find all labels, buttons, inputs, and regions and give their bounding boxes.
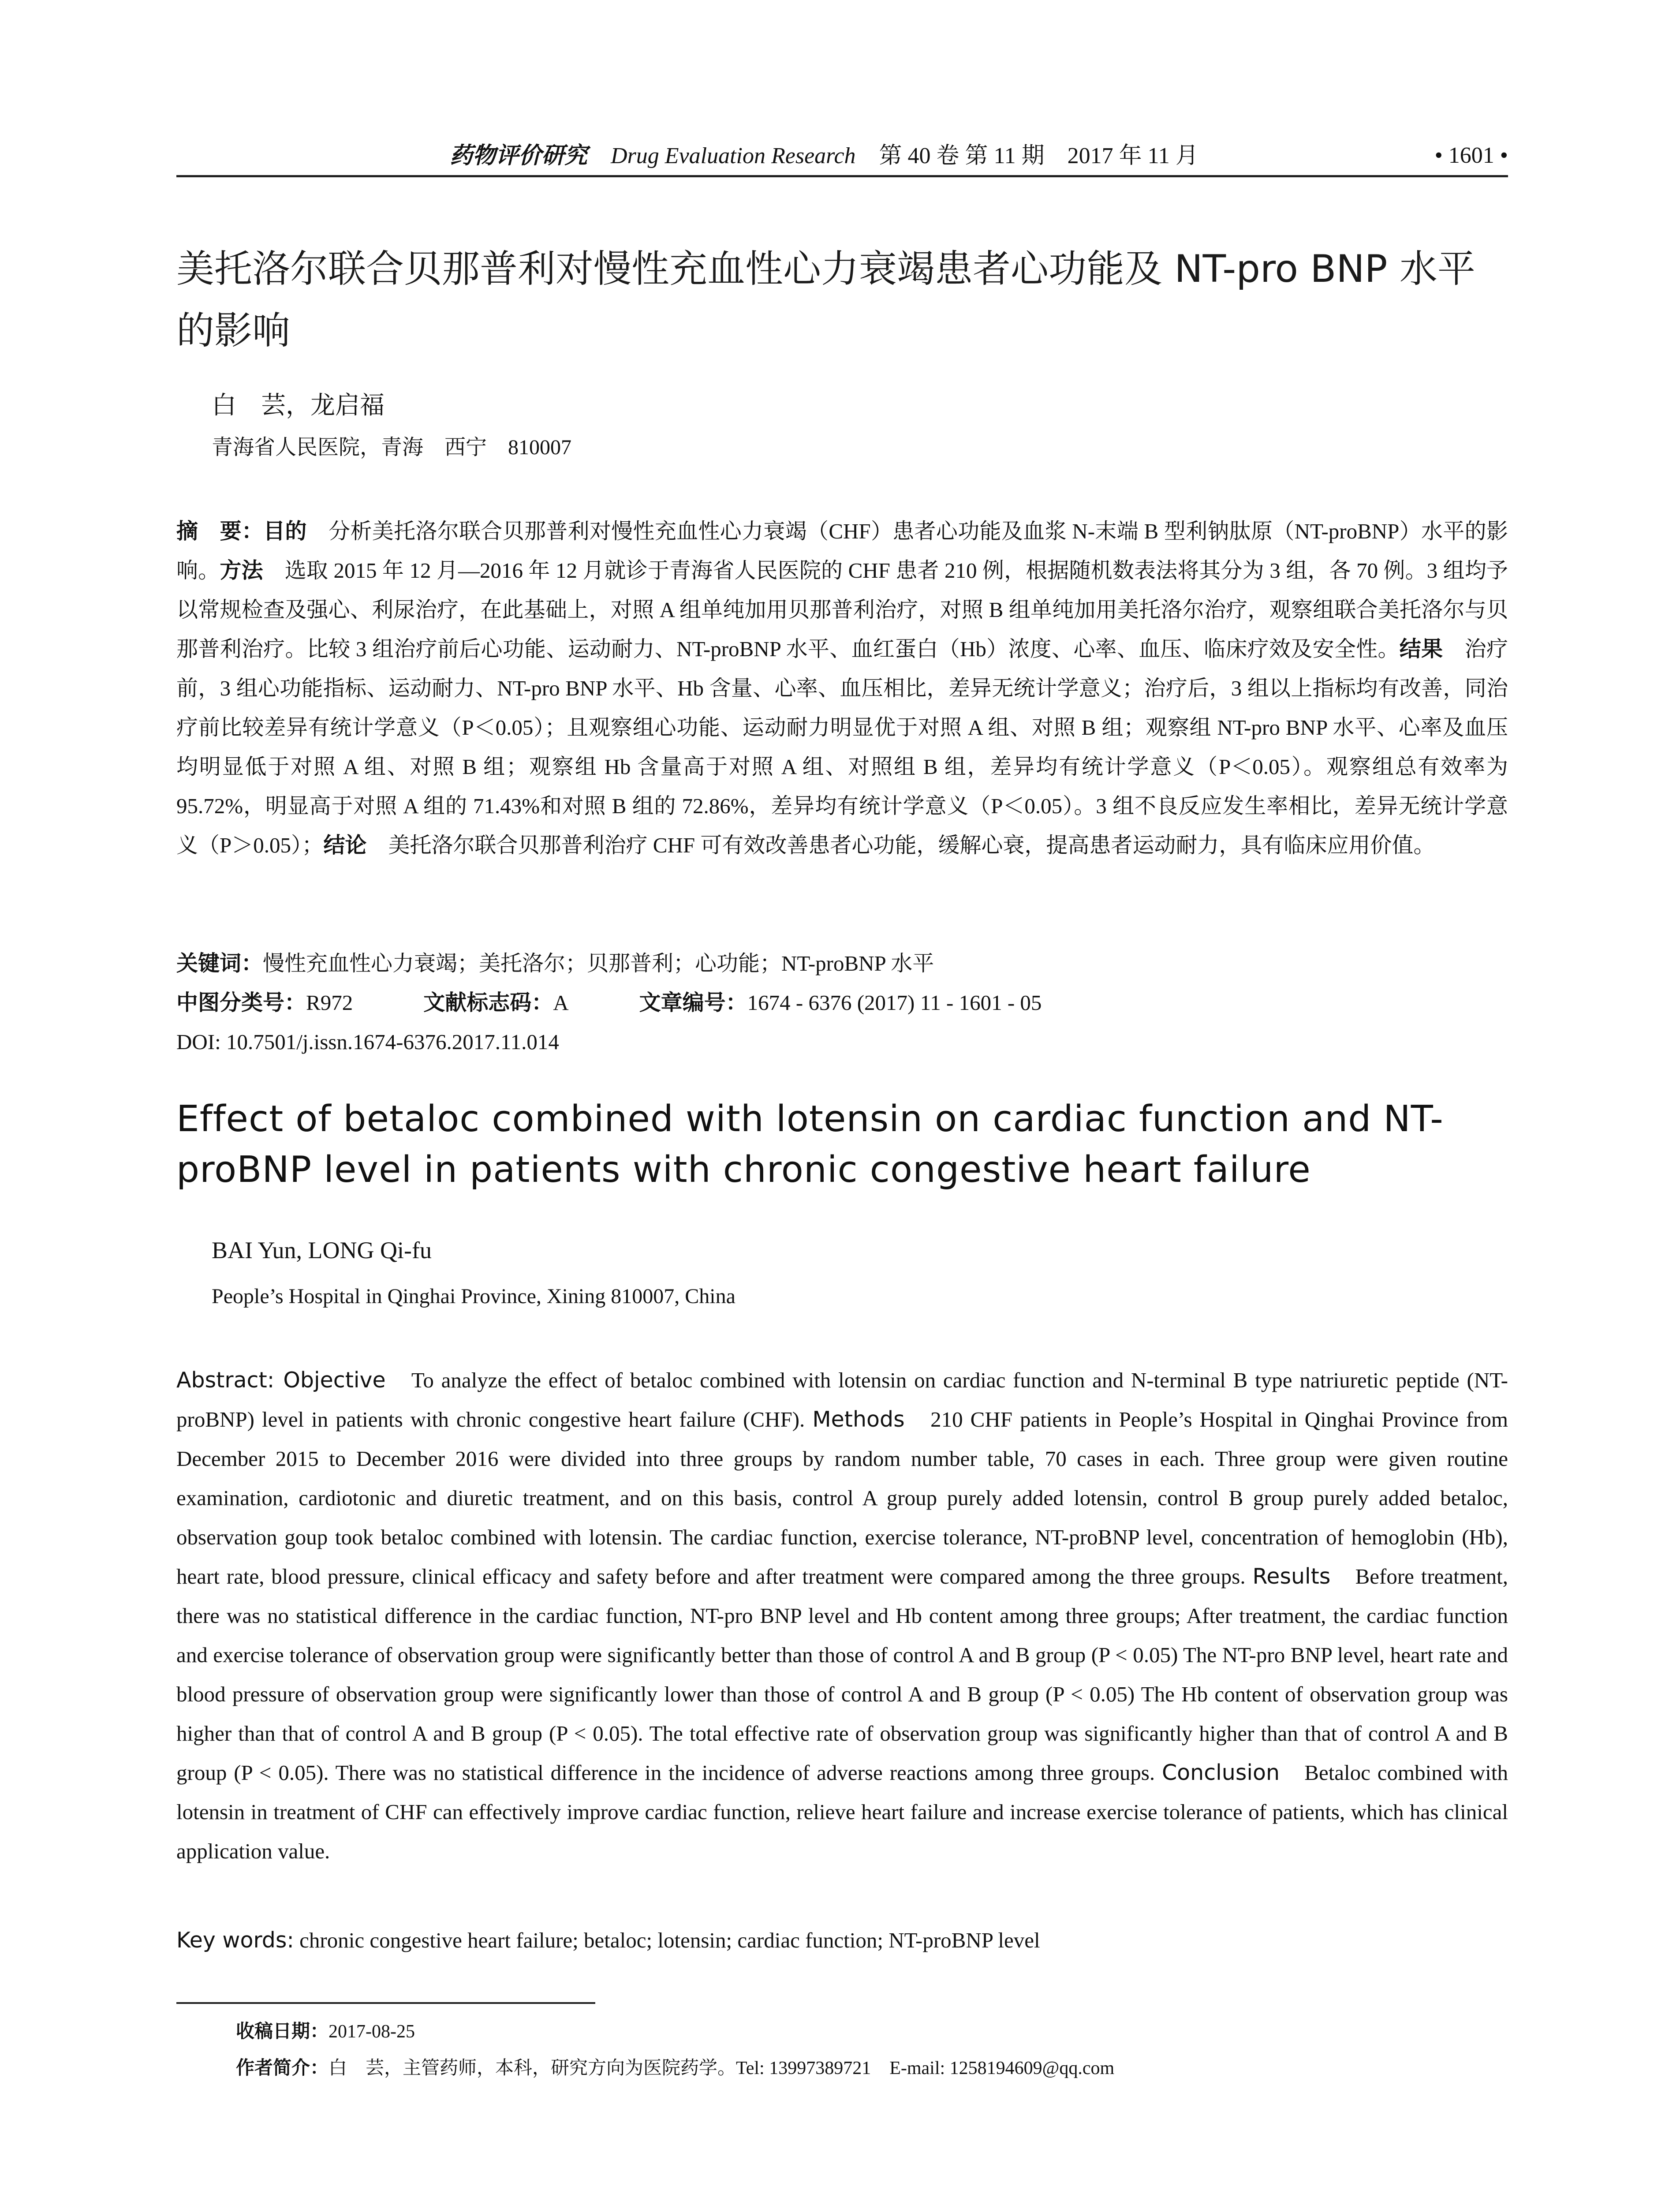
journal-name-en: Drug Evaluation Research [611, 143, 856, 168]
keywords-en [176, 1921, 1508, 1960]
abstract-zh-label: 摘 要： [176, 519, 264, 544]
article-title-zh: 美托洛尔联合贝那普利对慢性充血性心力衰竭患者心功能及 NT-pro BNP 水平的影响 [176, 247, 1475, 353]
abstract-en-label: Abstract: Objective [176, 1368, 386, 1393]
objective-zh-label: 目的 [263, 519, 307, 544]
results-zh-text: 治疗前，3 组心功能指标、运动耐力、NT-pro BNP 水平、Hb 含量、心率、血压相比，差异无统计学意义；治疗后，3 组以上指标均有改善，同治疗前比较差异有统计学意义（P＜0.05）；且观察组心功能、运动耐力明显优于对照 A 组、对照 B 组；观察组 NT-pro BNP 水平、心率及血压均明显低于对照 A 组、对照 B 组；观察组 Hb 含量高于对照 A 组、对照组 B 组，差异均有统计学意义（P＜0.05）。观察组总有效率为 95.72%，明显高于对照 A 组的 71.43%和对照 B 组的 72.86%，差异均有统计学意义（P＜0.05）。3 组不良反应发生率相比，差异无统计学意义（P＞0.05）； [176, 637, 1508, 857]
clc-label: 中图分类号： [176, 990, 306, 1015]
issue-info: 第 40 卷 第 11 期 2017 年 11 月 [879, 143, 1198, 168]
keywords-zh [176, 944, 1508, 983]
results-en-label: Results [1252, 1564, 1331, 1589]
article-no-value: 1674 - 6376 (2017) 11 - 1601 - 05 [747, 990, 1042, 1015]
objective-en-text: To analyze the effect of betaloc combined with lotensin on cardiac function and N-terminal B type natriuretic peptide (NT-proBNP) level in patients with chronic congestive heart failure (CHF). [176, 1368, 1508, 1431]
keywords-zh-text: 慢性充血性心力衰竭；美托洛尔；贝那普利；心功能；NT-proBNP 水平 [263, 951, 934, 975]
doc-code-value: A [553, 990, 569, 1015]
results-zh-label: 结果 [1399, 636, 1443, 662]
footnote-divider [176, 2002, 595, 2004]
objective-zh-text: 分析美托洛尔联合贝那普利对慢性充血性心力衰竭（CHF）患者心功能及血浆 N-末端 B 型利钠肽原（NT-proBNP）水平的影响。 [176, 519, 1508, 583]
page-number: • 1601 • [1434, 143, 1508, 168]
running-header [176, 140, 1508, 171]
conclusion-en-label: Conclusion [1161, 1760, 1280, 1785]
keywords-zh-label: 关键词： [176, 951, 263, 976]
article-no-label: 文章编号： [639, 990, 747, 1015]
results-en-text: Before treatment, there was no statistical difference in the cardiac function, NT-pro BNP level and Hb content among three groups; After treatment, the cardiac function and exercise tolerance of observation group were significantly better than those of control A and B group (P < 0.05) The NT-pro BNP level, heart rate and blood pressure of observation group were significantly lower than those of control A and B group (P < 0.05) The Hb content of observation group was higher than that of control A and B group (P < 0.05). The total effective rate of observation group was significantly higher than that of control A and B group (P < 0.05). There was no statistical difference in the incidence of adverse reactions among three groups. [176, 1564, 1508, 1785]
doc-code-label: 文献标志码： [423, 990, 553, 1015]
author-bio-label: 作者简介： [236, 2057, 329, 2078]
methods-en-label: Methods [812, 1407, 905, 1432]
running-header-left [450, 140, 1198, 172]
author-bio [236, 2050, 1114, 2086]
keywords-en-label: Key words: [176, 1928, 294, 1953]
authors-zh: 白 芸，龙启福 [212, 392, 385, 419]
clc-value: R972 [306, 990, 353, 1015]
received-label: 收稿日期： [236, 2020, 329, 2042]
doi: DOI: 10.7501/j.issn.1674-6376.2017.11.014 [176, 1030, 559, 1054]
author-bio-text: 白 芸，主管药师，本科，研究方向为医院药学。Tel: 13997389721 E-mail: 1258194609@qq.com [329, 2058, 1115, 2078]
received-value: 2017-08-25 [329, 2022, 415, 2042]
footnotes [236, 2013, 1114, 2086]
keywords-en-text: chronic congestive heart failure; betaloc; lotensin; cardiac function; NT-proBNP level [294, 1928, 1040, 1952]
header-divider [176, 175, 1508, 177]
methods-en-text: 210 CHF patients in People’s Hospital in Qinghai Province from December 2015 to December 2016 were divided into three groups by random number table, 70 cases in each. Three group were given routine examination, cardiotonic and diuretic treatment, and on this basis, control A group purely added lotensin, control B group purely added betaloc, observation goup took betaloc combined with lotensin. The cardiac function, exercise tolerance, NT-proBNP level, concentration of hemoglobin (Hb), heart rate, blood pressure, clinical efficacy and safety before and after treatment were compared among the three groups. [176, 1407, 1508, 1588]
article-title-en: Effect of betaloc combined with lotensin on cardiac function and NT-proBNP level in patients with chronic congestive heart failure [176, 1098, 1444, 1191]
classification-line [176, 983, 1508, 1022]
conclusion-zh-text: 美托洛尔联合贝那普利治疗 CHF 可有效改善患者心功能，缓解心衰，提高患者运动耐力，具有临床应用价值。 [366, 833, 1435, 857]
methods-zh-label: 方法 [220, 558, 263, 583]
received-date [236, 2013, 1114, 2050]
abstract-zh [176, 512, 1508, 865]
journal-brand: 药物评价研究 [450, 142, 588, 169]
conclusion-zh-label: 结论 [323, 833, 367, 858]
affiliation-en: People’s Hospital in Qinghai Province, Xining 810007, China [212, 1285, 735, 1308]
authors-en: BAI Yun, LONG Qi-fu [212, 1237, 432, 1263]
conclusion-en-text: Betaloc combined with lotensin in treatment of CHF can effectively improve cardiac function, relieve heart failure and increase exercise tolerance of patients, which has clinical application value. [176, 1760, 1508, 1863]
affiliation-zh: 青海省人民医院，青海 西宁 810007 [212, 436, 572, 459]
abstract-en [176, 1360, 1508, 1871]
methods-zh-text: 选取 2015 年 12 月—2016 年 12 月就诊于青海省人民医院的 CHF 患者 210 例，根据随机数表法将其分为 3 组，各 70 例。3 组均予以常规检查及强心、利尿治疗，在此基础上，对照 A 组单纯加用贝那普利治疗，对照 B 组单纯加用美托洛尔治疗，观察组联合美托洛尔与贝那普利治疗。比较 3 组治疗前后心功能、运动耐力、NT-proBNP 水平、血红蛋白（Hb）浓度、心率、血压、临床疗效及安全性。 [176, 558, 1508, 661]
